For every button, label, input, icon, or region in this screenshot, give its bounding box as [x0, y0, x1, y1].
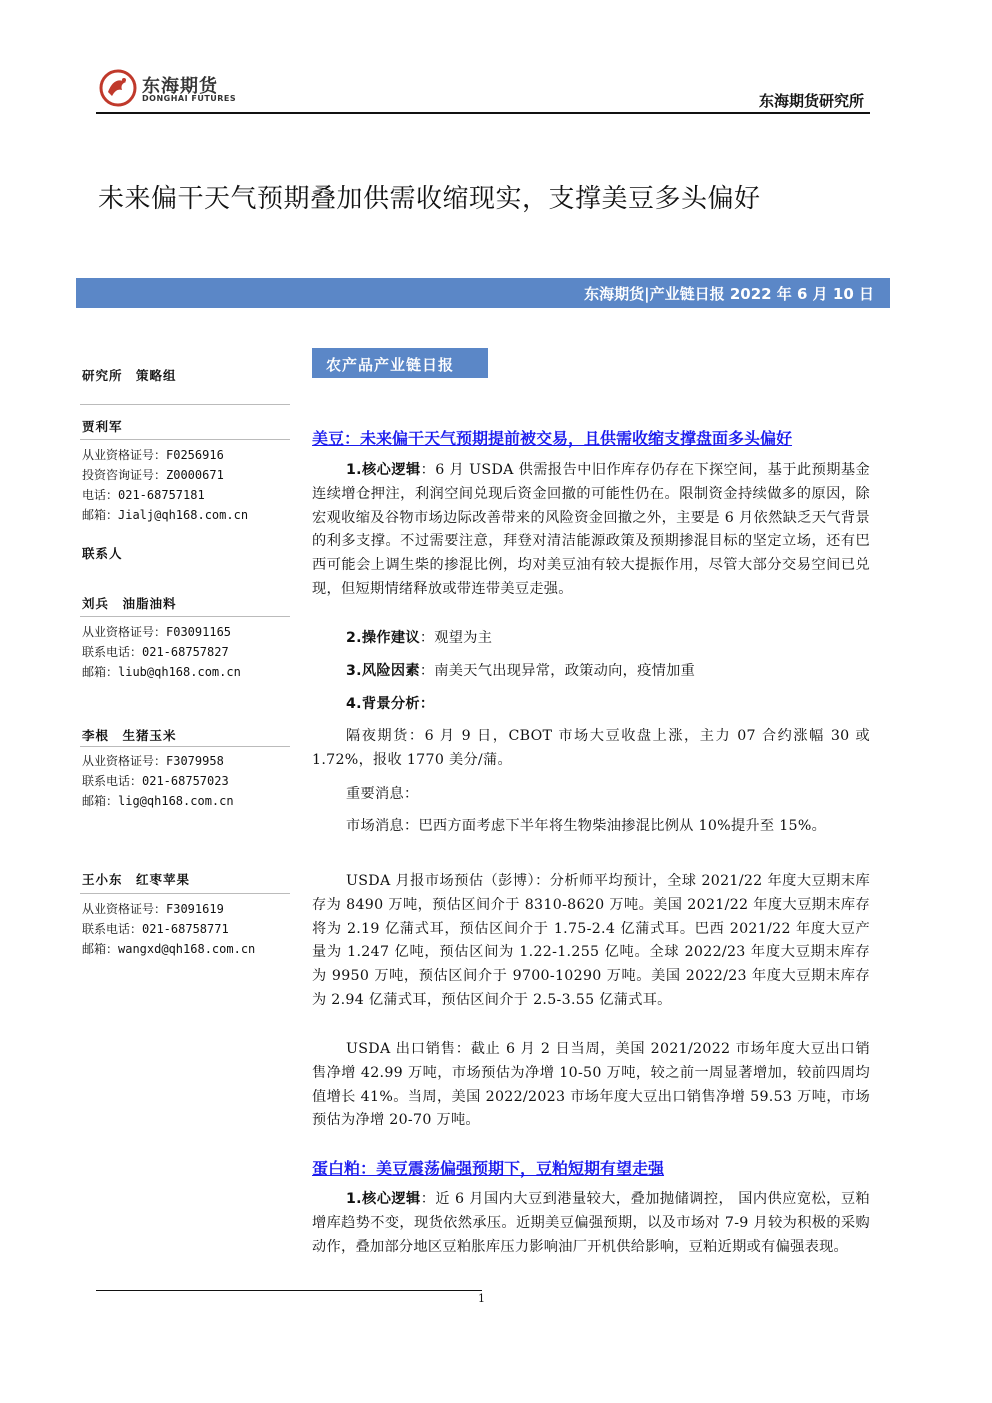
meal-heading-link[interactable]: 蛋白粕：美豆震荡偏强预期下，豆粕短期有望走强	[312, 1159, 665, 1178]
section-tag-label: 农产品产业链日报	[326, 356, 455, 374]
date-banner	[76, 278, 890, 308]
contact-email[interactable]: 邮箱：lig@qh168.com.cn	[82, 794, 234, 808]
background-label: 4.背景分析	[346, 696, 420, 712]
risk-text: ：南美天气出现异常，政策动向，疫情加重	[419, 663, 696, 679]
operation-label: 2.操作建议	[346, 630, 420, 646]
logo-chinese-name: 东海期货	[142, 76, 218, 97]
sidebar-divider	[80, 893, 290, 894]
analyst-email[interactable]: 邮箱：Jialj@qh168.com.cn	[82, 508, 249, 522]
analyst-consult-license: 投资咨询证号：Z0000671	[82, 468, 224, 482]
institute-name: 东海期货研究所	[758, 92, 864, 110]
department-label: 研究所 策略组	[82, 368, 177, 383]
section-tag	[312, 348, 488, 378]
core-logic-label: 1.核心逻辑	[346, 462, 421, 478]
analyst-license: 从业资格证号：F0256916	[82, 448, 224, 462]
sidebar-divider	[80, 439, 290, 440]
sidebar-divider	[80, 616, 290, 617]
soy-operation	[312, 627, 870, 651]
soy-background	[312, 693, 870, 717]
contact-license: 从业资格证号：F3079958	[82, 754, 224, 768]
market-news: 市场消息：巴西方面考虑下半年将生物柴油掺混比例从 10%提升至 15%。	[346, 818, 827, 834]
core-logic-label: 1.核心逻辑	[346, 1191, 421, 1207]
report-title: 未来偏干天气预期叠加供需收缩现实，支撑美豆多头偏好	[98, 184, 761, 214]
soy-risk	[312, 660, 870, 684]
banner-text: 东海期货|产业链日报 2022 年 6 月 10 日	[584, 285, 874, 303]
contact-phone: 联系电话：021-68757023	[82, 774, 229, 788]
core-logic-text: ：6 月 USDA 供需报告中旧作库存仍存在下探空间，基于此预期基金连续增仓押注，利润空间兑现后资金回撤的可能性仍在。限制资金持续做多的原因，除宏观收缩及谷物市场边际改善带来的风险资金回撤之外，主要是 6 月依然缺乏天气背景的利多支撑。不过需要注意，拜登对清洁能源政策及预期掺混目标的坚定立场，还有巴西可能会上调生柴的掺混比例，均对美豆油有较大提振作用，尽管大部分交易空间已兑现，但短期情绪释放或带连带美豆走强。	[312, 462, 870, 597]
contacts-label: 联系人	[82, 546, 123, 561]
sidebar-divider	[80, 404, 290, 405]
background-colon: ：	[419, 696, 435, 712]
contact-name: 刘兵 油脂油料	[82, 596, 177, 611]
contact-license: 从业资格证号：F03091165	[82, 625, 232, 639]
contact-name: 王小东 红枣苹果	[82, 872, 191, 887]
sidebar-divider	[80, 746, 290, 747]
logo-english-name: DONGHAI FUTURES	[142, 94, 237, 103]
footer-divider	[96, 1290, 482, 1291]
operation-text: ：观望为主	[419, 630, 493, 646]
dragon-logo-icon	[98, 68, 138, 108]
page-number: 1	[478, 1292, 485, 1305]
soy-core-logic	[312, 459, 870, 602]
contact-email[interactable]: 邮箱：liub@qh168.com.cn	[82, 665, 241, 679]
contact-phone: 联系电话：021-68758771	[82, 922, 229, 936]
contact-license: 从业资格证号：F3091619	[82, 902, 224, 916]
night-futures: 隔夜期货：6 月 9 日，CBOT 市场大豆收盘上涨，主力 07 合约涨幅 30 或 1.72%，报收 1770 美分/蒲。	[312, 728, 870, 768]
contact-email[interactable]: 邮箱：wangxd@qh168.com.cn	[82, 942, 256, 956]
analyst-phone: 电话：021-68757181	[82, 488, 205, 502]
contact-name: 李根 生猪玉米	[82, 728, 177, 743]
risk-label: 3.风险因素	[346, 663, 420, 679]
company-logo	[98, 68, 237, 112]
usda-monthly-estimate: USDA 月报市场预估（彭博）：分析师平均预计，全球 2021/22 年度大豆期末库存为 8490 万吨，预估区间介于 8310-8620 万吨。美国 2021/22 年度大豆期末库存将为 2.19 亿蒲式耳，预估区间介于 1.75-2.4 亿蒲式耳。巴西 2021/22 年度大豆产量为 1.247 亿吨，预估区间为 1.22-1.255 亿吨。全球 2022/23 年度大豆期末库存为 9950 万吨，预估区间介于 9700-10290 万吨。美国 2022/23 年度大豆期末库存为 2.94 亿蒲式耳，预估区间介于 2.5-3.55 亿蒲式耳。	[312, 873, 870, 1008]
soy-heading-link[interactable]: 美豆：未来偏干天气预期提前被交易，且供需收缩支撑盘面多头偏好	[312, 429, 793, 448]
meal-core-logic	[312, 1188, 870, 1259]
core-logic-text: ：近 6 月国内大豆到港量较大，叠加抛储调控， 国内供应宽松，豆粕增库趋势不变，现货依然承压。近期美豆偏强预期，以及市场对 7-9 月较为积极的采购动作，叠加部分地区豆粕胀库压力影响油厂开机供给影响，豆粕近期或有偏强表现。	[312, 1191, 870, 1255]
contact-phone: 联系电话：021-68757827	[82, 645, 229, 659]
analyst-name: 贾利军	[82, 419, 123, 434]
news-label: 重要消息：	[346, 786, 419, 802]
header-divider	[96, 112, 870, 114]
usda-export-sales: USDA 出口销售：截止 6 月 2 日当周，美国 2021/2022 市场年度大豆出口销售净增 42.99 万吨，市场预估为净增 10-50 万吨，较之前一周显著增加，较前四周均值增长 41%。当周，美国 2022/2023 市场年度大豆出口销售净增 59.53 万吨，市场预估为净增 20-70 万吨。	[312, 1041, 870, 1129]
